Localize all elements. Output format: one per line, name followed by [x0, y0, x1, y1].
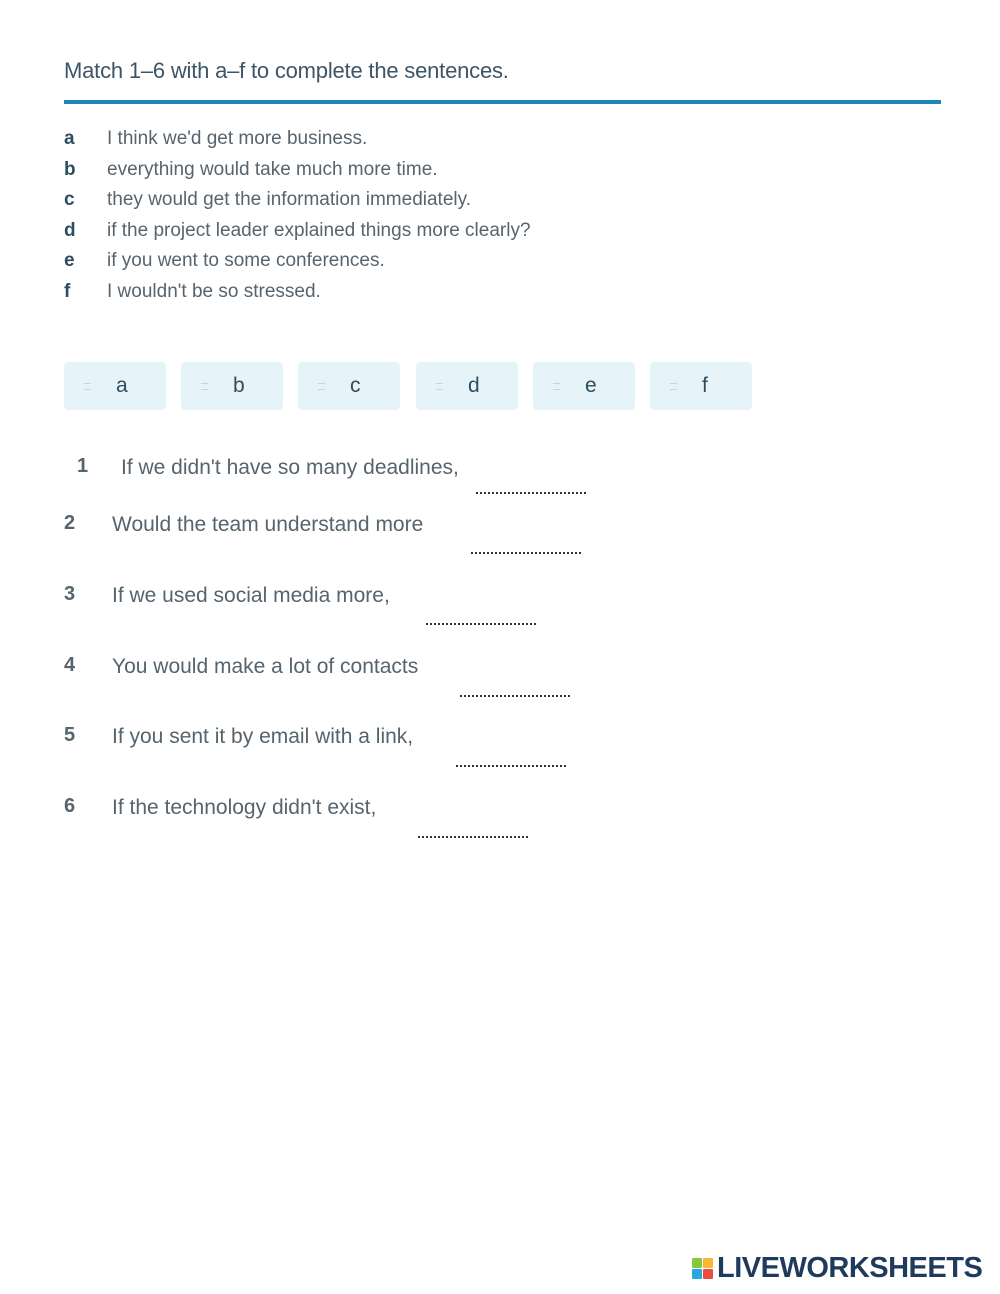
sentence-text: If we didn't have so many deadlines,: [121, 456, 459, 479]
option-letter: a: [64, 128, 75, 149]
instruction-heading: Match 1–6 with a–f to complete the sentences.: [64, 58, 509, 83]
chip-label: c: [350, 374, 361, 397]
drag-handle-icon: [670, 383, 677, 390]
sentence-text: Would the team understand more: [112, 513, 424, 536]
option-letter: c: [64, 189, 75, 211]
logo-wordmark: LIVEWORKSHEETS: [717, 1252, 983, 1284]
drag-handle-icon: [553, 383, 560, 390]
drag-chip-b[interactable]: [181, 362, 283, 410]
option-letter: f: [64, 280, 71, 302]
drag-chip-e[interactable]: [533, 362, 635, 410]
chip-label: a: [116, 374, 128, 397]
chip-label: f: [702, 374, 708, 397]
option-text: if the project leader explained things more clearly?: [107, 219, 531, 241]
answer-drop-zone-1[interactable]: [476, 478, 586, 494]
chip-label: b: [233, 374, 245, 397]
drag-handle-icon: [318, 383, 325, 390]
drag-chip-d[interactable]: [416, 362, 518, 410]
sentence-text: If the technology didn't exist,: [112, 796, 377, 819]
answer-drop-zone-6[interactable]: [418, 822, 528, 838]
drag-chip-c[interactable]: [298, 362, 400, 410]
option-text: they would get the information immediately.: [107, 189, 471, 211]
sentence-text: If you sent it by email with a link,: [112, 725, 414, 748]
sentence-number: 6: [64, 795, 76, 817]
answer-drop-zone-4[interactable]: [460, 681, 570, 697]
option-text: if you went to some conferences.: [107, 250, 385, 272]
answer-drop-zone-3[interactable]: [426, 609, 536, 625]
answer-drop-zone-5[interactable]: [456, 751, 566, 767]
chip-label: e: [585, 374, 597, 397]
logo-grid-icon: [692, 1258, 714, 1280]
drag-handle-icon: [84, 383, 91, 390]
option-text: everything would take much more time.: [107, 158, 438, 180]
drag-handle-icon: [201, 383, 208, 390]
option-letter: e: [64, 250, 75, 272]
sentence-text: You would make a lot of contacts: [112, 655, 419, 678]
sentence-number: 4: [64, 654, 76, 676]
sentence-number: 1: [77, 455, 89, 477]
drag-chip-a[interactable]: [64, 362, 166, 410]
sentence-text: If we used social media more,: [112, 584, 390, 607]
chip-label: d: [468, 374, 480, 397]
sentence-number: 3: [64, 583, 76, 605]
option-letter: b: [64, 158, 76, 180]
option-letter: d: [64, 219, 76, 241]
answer-drop-zone-2[interactable]: [471, 538, 581, 554]
sentence-number: 5: [64, 724, 76, 746]
drag-chip-f[interactable]: [650, 362, 752, 410]
option-text: I wouldn't be so stressed.: [107, 280, 321, 302]
drag-handle-icon: [436, 383, 443, 390]
sentence-number: 2: [64, 512, 76, 534]
heading-divider: [64, 100, 941, 104]
option-text: I think we'd get more business.: [107, 128, 368, 149]
